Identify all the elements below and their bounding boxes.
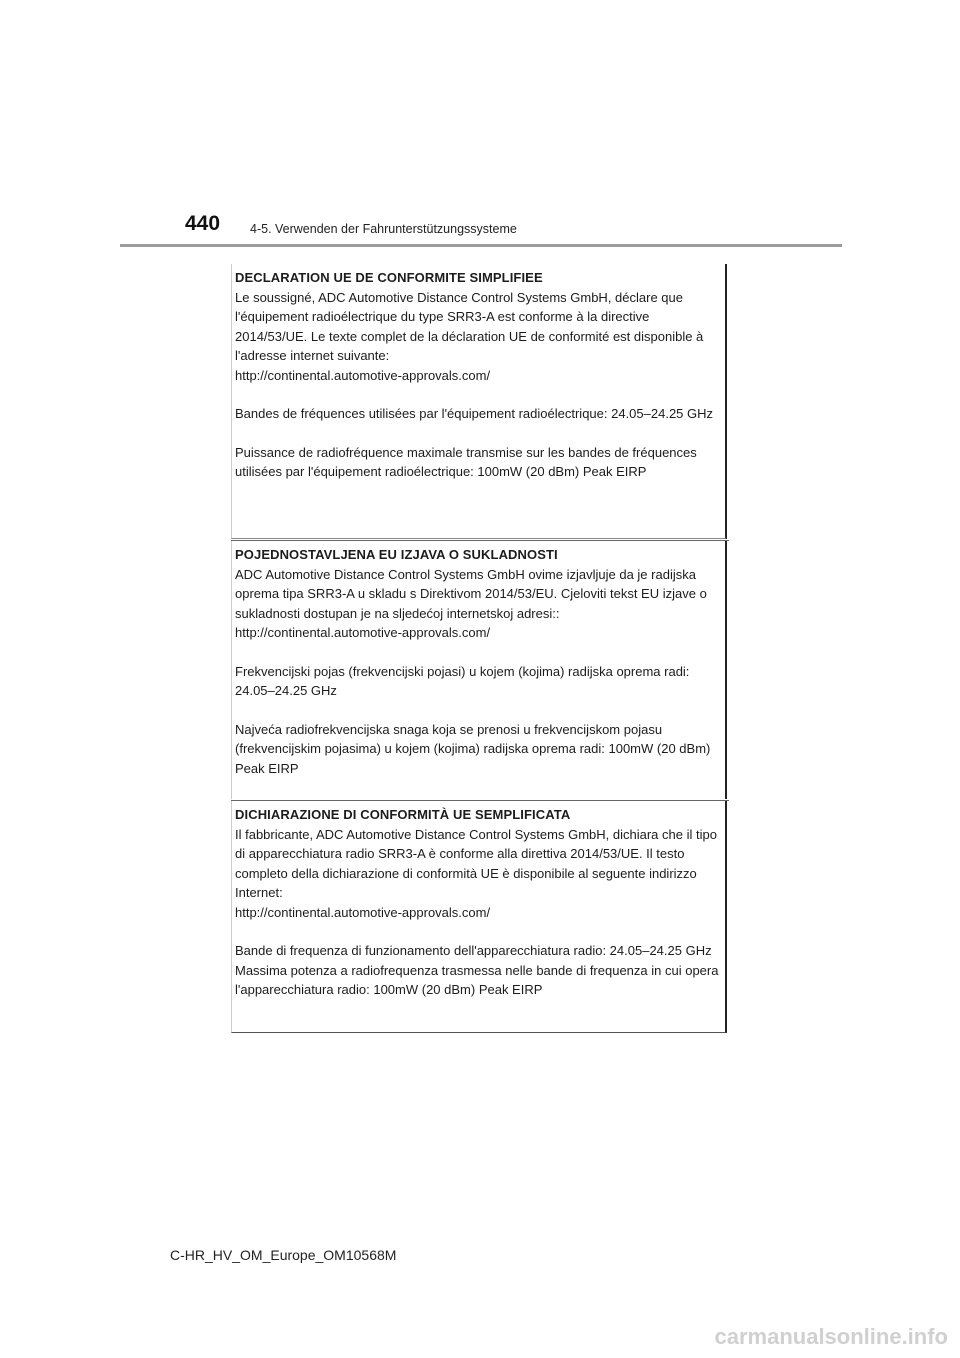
paragraph: ADC Automotive Distance Control Systems GmbH ovime izjavljuje da je radijska oprema tipa SRR3-A u skladu s Direktivom 2014/53/EU. Cjeloviti tekst EU izjave o sukladnosti dostupan je na sljedećoj internetskoj adresi:: <box>235 566 707 621</box>
block-title: DICHIARAZIONE DI CONFORMITÀ UE SEMPLIFICATA <box>235 807 571 822</box>
section-title: 4-5. Verwenden der Fahrunterstützungssysteme <box>250 222 517 236</box>
document-code: C-HR_HV_OM_Europe_OM10568M <box>170 1247 397 1263</box>
url-text: http://continental.automotive-approvals.com/ <box>235 367 491 383</box>
header-rule <box>120 244 842 247</box>
paragraph: Il fabbricante, ADC Automotive Distance Control Systems GmbH, dichiara che il tipo di apparecchiatura radio SRR3-A è conforme alla direttiva 2014/53/UE. Il testo completo della dichiarazione di conformità UE è disponibile al seguente indirizzo Internet: <box>235 826 717 900</box>
page-number: 440 <box>185 212 221 235</box>
block-title: POJEDNOSTAVLJENA EU IZJAVA O SUKLADNOSTI <box>235 547 558 562</box>
paragraph: Frekvencijski pojas (frekvencijski pojasi) u kojem (kojima) radijska oprema radi: 24.05–24.25 GHz <box>235 663 690 698</box>
paragraph: Bandes de fréquences utilisées par l'équipement radioélectrique: 24.05–24.25 GHz <box>235 406 714 421</box>
declaration-block-croatian <box>231 541 727 799</box>
url-text: http://continental.automotive-approvals.com/ <box>235 625 491 640</box>
paragraph: Le soussigné, ADC Automotive Distance Control Systems GmbH, déclare que l'équipement radioélectrique du type SRR3-A est conforme à la directive 2014/53/UE. Le texte complet de la déclaration UE de conformité est disponible à l'adresse internet suivante: <box>235 289 704 363</box>
watermark: carmanualsonline.info <box>714 1324 948 1349</box>
block-title: DECLARATION UE DE CONFORMITE SIMPLIFIEE <box>235 270 543 285</box>
paragraph: Bande di frequenza di funzionamento dell'apparecchiatura radio: 24.05–24.25 GHz <box>235 943 712 958</box>
declaration-block-french <box>231 264 727 539</box>
url-text: http://continental.automotive-approvals.com/ <box>235 904 491 920</box>
paragraph: Puissance de radiofréquence maximale transmise sur les bandes de fréquences utilisées par l'équipement radioélectrique: 100mW (20 dBm) Peak EIRP <box>235 444 697 479</box>
paragraph: Najveća radiofrekvencijska snaga koja se prenosi u frekvencijskom pojasu (frekvencijskim pojasima) u kojem (kojima) radijska oprema radi: 100mW (20 dBm) Peak EIRP <box>235 721 711 776</box>
declaration-block-italian <box>231 801 727 1033</box>
paragraph: Massima potenza a radiofrequenza trasmessa nelle bande di frequenza in cui opera l'apparecchiatura radio: 100mW (20 dBm) Peak EIRP <box>235 962 719 997</box>
